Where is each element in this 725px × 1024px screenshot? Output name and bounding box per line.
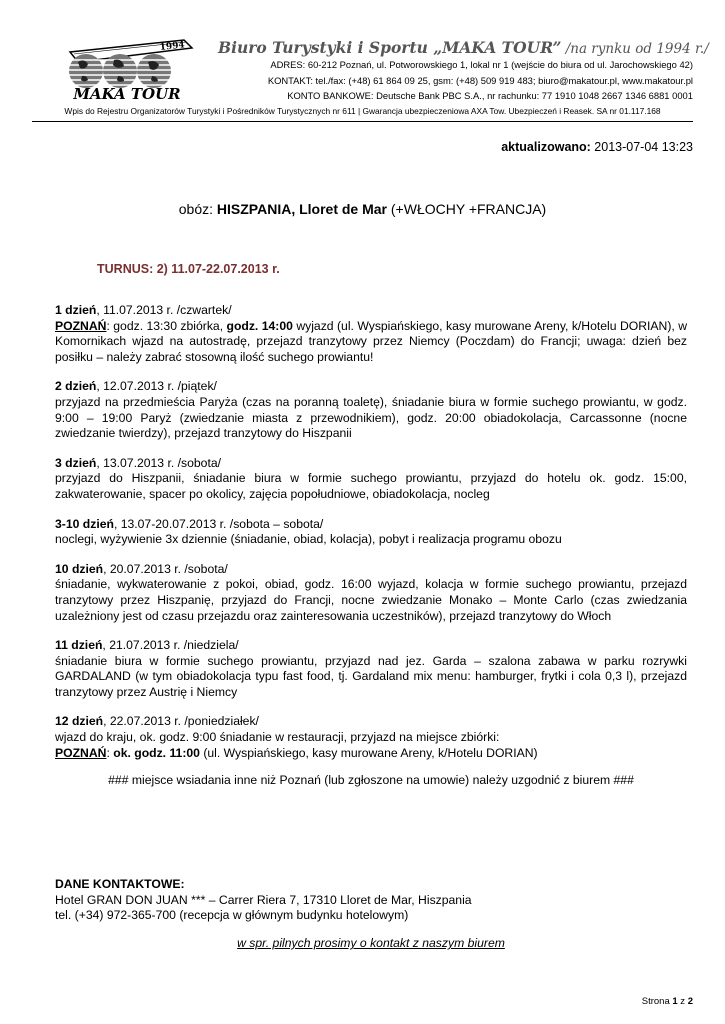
contact-section — [55, 877, 687, 924]
day-label: 3 dzień — [55, 455, 97, 470]
logo-year: 1994 — [159, 40, 186, 53]
day-label: 2 dzień — [55, 379, 97, 394]
day-date: , 13.07.2013 r. /sobota/ — [96, 455, 221, 470]
day-description: śniadanie biura w formie suchego prowiantu, przyjazd nad jez. Garda – szalona zabawa w parku rozrywki GARDALAND (w tym obiadokolacja typu fast food, tj. Gardaland mix menu: hamburger, frytki i cola 0,3 l), przejazd tranzytowy przez Austrię i Niemcy — [55, 653, 687, 699]
turnus-dates: TURNUS: 2) 11.07-22.07.2013 r. — [97, 262, 280, 276]
day-label: 1 dzień — [55, 303, 97, 317]
updated-timestamp: aktualizowano: 2013-07-04 13:23 — [501, 140, 693, 154]
day-return-point: POZNAŃ: ok. godz. 11:00 (ul. Wyspiańskiego, kasy murowane Areny, k/Hotelu DORIAN) — [55, 745, 538, 760]
camp-name: HISZPANIA, Lloret de Mar — [216, 201, 387, 217]
company-registry: Wpis do Rejestru Organizatorów Turystyki i Pośredników Turystycznych nr 611 | Gwarancja ubezpieczeniowa AXA Tow. Ubezpieczeń i Reasek. SA nr 01.117.168 — [64, 106, 661, 116]
day-date: , 13.07-20.07.2013 r. /sobota – sobota/ — [113, 516, 324, 531]
company-address: ADRES: 60-212 Poznań, ul. Potworowskiego 1, lokal nr 1 (wejście do biura od ul. Jarochowskiego 42) — [270, 59, 693, 70]
day-date: , 12.07.2013 r. /piątek/ — [96, 379, 217, 394]
day-date: , 21.07.2013 r. /niedziela/ — [102, 638, 239, 653]
day-description: wjazd do kraju, ok. godz. 9:00 śniadanie w restauracji, przyjazd na miejsce zbiórki: — [55, 730, 500, 745]
day-date: , 20.07.2013 r. /sobota/ — [103, 561, 228, 576]
header-divider — [32, 121, 693, 122]
camp-title: obóz: HISZPANIA, Lloret de Mar (+WŁOCHY +FRANCJA) — [178, 201, 547, 217]
day-description: przyjazd do Hiszpanii, śniadanie biura w formie suchego prowiantu, przyjazd do hotelu ok. godz. 15:00, zakwaterowanie, spacer po okolicy, zajęcia popołudniowe, obiadokolacja, nocleg — [55, 471, 687, 501]
itinerary-day — [55, 714, 687, 761]
itinerary — [55, 303, 687, 775]
itinerary-day — [55, 562, 687, 624]
itinerary-day — [55, 456, 687, 503]
company-name: Biuro Turystyki i Sportu „MAKA TOUR” /na rynku od 1994 r./ — [218, 38, 709, 57]
contact-title: DANE KONTAKTOWE: — [55, 877, 185, 891]
day-date: , 11.07.2013 r. /czwartek/ — [96, 303, 232, 317]
page-number: Strona 1 z 2 — [641, 996, 693, 1007]
day-description: śniadanie, wykwaterowanie z pokoi, obiad, godz. 16:00 wyjazd, kolacja w formie suchego prowiantu, przejazd tranzytowy przez Hiszpanię, przyjazd do Francji, nocne zwiedzanie Monako – Monte Carlo (czas zwiedzania uzależniony jest od czasu przejazdu oraz zainteresowania uczestników), przejazd tranzytowy do Włoch — [55, 577, 687, 623]
company-bank: KONTO BANKOWE: Deutsche Bank PBC S.A., nr rachunku: 77 1910 1048 2667 1346 6881 0001 — [287, 90, 693, 101]
day-date: , 22.07.2013 r. /poniedziałek/ — [103, 714, 259, 729]
day-description: przyjazd na przedmieścia Paryża (czas na poranną toaletę), śniadanie biura w formie suchego prowiantu, w godz. 9:00 – 19:00 Paryż (zwiedzanie miasta z przewodnikiem), godz. 20:00 obiadokolacja, Carcassonne (nocne zwiedzanie twierdzy), przejazd tranzytowy do Hiszpanii — [55, 394, 687, 441]
day-label: 12 dzień — [55, 714, 104, 729]
day-label: 10 dzień — [55, 561, 104, 576]
company-since: /na rynku od 1994 r./ — [561, 41, 709, 57]
urgent-contact-note: w spr. pilnych prosimy o kontakt z naszym biurem — [237, 936, 505, 950]
company-contact: KONTAKT: tel./fax: (+48) 61 864 09 25, gsm: (+48) 509 919 483; biuro@makatour.pl, www.makatour.pl — [267, 75, 693, 86]
itinerary-day — [55, 517, 687, 548]
day-description: noclegi, wyżywienie 3x dziennie (śniadanie, obiad, kolacja), pobyt i realizacja programu obozu — [55, 532, 562, 547]
itinerary-day — [55, 638, 687, 700]
itinerary-day — [55, 303, 687, 365]
hotel-address: Hotel GRAN DON JUAN *** – Carrer Riera 7, 17310 Lloret de Mar, Hiszpania — [55, 892, 472, 907]
logo-text: MAKA TOUR — [73, 85, 181, 102]
maka-tour-logo — [52, 38, 202, 102]
itinerary-day — [55, 379, 687, 441]
boarding-note: ### miejsce wsiadania inne niż Poznań (lub zgłoszone na umowie) należy uzgodnić z biurem ### — [108, 773, 634, 787]
day-label: 3-10 dzień — [55, 516, 114, 531]
hotel-phone: tel. (+34) 972-365-700 (recepcja w głównym budynku hotelowym) — [55, 908, 409, 923]
day-description: POZNAŃ: godz. 13:30 zbiórka, godz. 14:00 wyjazd (ul. Wyspiańskiego, kasy murowane Areny, k/Hotelu DORIAN), w Komornikach wjazd na autostradę, przejazd tranzytowy przez Niemcy (Poczdam) do Francji; uwaga: dzień bez posiłku – należy zabrać stosowną ilość suchego prowiantu! — [55, 318, 687, 364]
day-label: 11 dzień — [55, 638, 103, 653]
